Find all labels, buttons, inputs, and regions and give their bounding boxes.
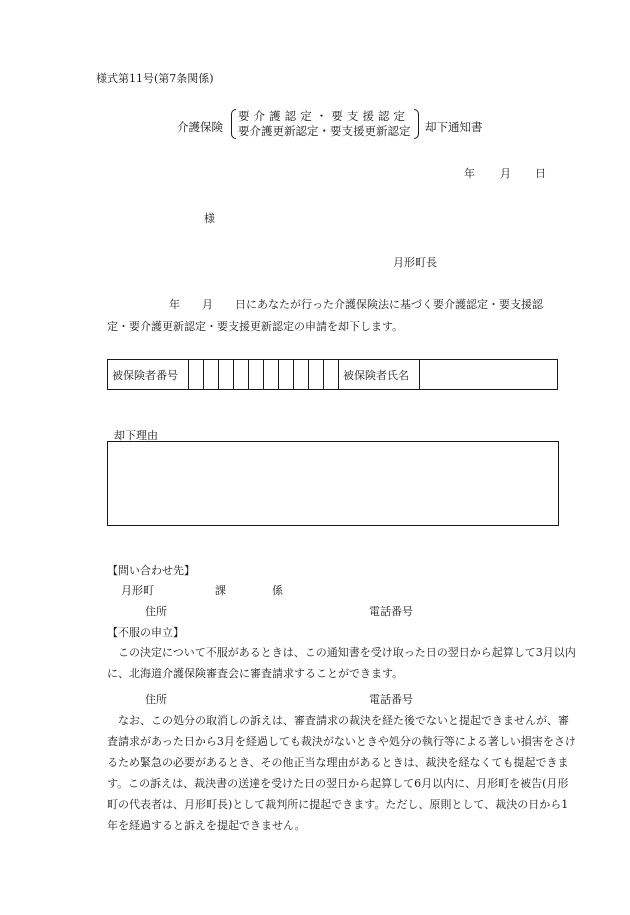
- body-line-2: 定・要介護更新認定・要支援更新認定の申請を却下します。: [107, 320, 404, 333]
- title-option-1: 要 介 護 認 定 ・ 要 支 援 認 定: [238, 109, 406, 123]
- date-day: 日: [535, 167, 546, 180]
- digit-box: [189, 360, 204, 390]
- objection-phone-label: 電話番号: [369, 693, 413, 706]
- insured-table: [107, 359, 558, 390]
- digit-box: [219, 360, 234, 390]
- addressee-suffix: 様: [204, 212, 215, 225]
- digit-box: [309, 360, 324, 390]
- title-suffix: 却下通知書: [425, 120, 483, 134]
- reason-box: [107, 441, 559, 526]
- left-bracket: [231, 109, 236, 139]
- body-line-1: 年 月 日にあなたが行った介護保険法に基づく要介護認定・要支援認: [169, 298, 543, 311]
- title-prefix: 介護保険: [177, 120, 223, 134]
- insured-name-label: 被保険者氏名: [339, 360, 420, 390]
- inquiry-heading: 【問い合わせ先】: [107, 564, 195, 577]
- date-month: 月: [500, 167, 511, 180]
- objection-address-label: 住所: [145, 693, 167, 706]
- date-year: 年: [464, 167, 475, 180]
- digit-box: [234, 360, 249, 390]
- digit-box: [249, 360, 264, 390]
- inquiry-unit: 係: [272, 584, 283, 597]
- inquiry-town: 月形町: [121, 584, 154, 597]
- issuer: 月形町長: [393, 256, 437, 269]
- right-bracket: [414, 109, 419, 139]
- title-option-2: 要介護更新認定・要支援更新認定: [238, 124, 411, 138]
- form-number: 様式第11号(第7条関係): [96, 72, 214, 85]
- insured-name-value: [420, 360, 558, 390]
- objection-text-2: なお、この処分の取消しの訴えは、審査請求の裁決を経た後でないと提起できませんが、審査請求があった日から3月を経過しても裁決がないときや処分の執行等による著しい損害をさけるため緊急の必要があるとき、その他正当な理由があるときは、裁決を経なくても提起できます。この訴えは、裁決書の送達を受けた日の翌日から起算して6月以内に、月形町を被告(月形町の代表者は、月形町長)として裁判所に提起できます。ただし、原則として、裁決の日から1年を経過すると訴えを提起できません。: [107, 714, 576, 832]
- inquiry-section: 課: [215, 584, 226, 597]
- insured-number-label: 被保険者番号: [108, 360, 189, 390]
- objection-text-1: この決定について不服があるときは、この通知書を受け取った日の翌日から起算して3月以内に、北海道介護保険審査会に審査請求することができます。: [107, 646, 576, 680]
- objection-heading: 【不服の申立】: [107, 626, 184, 639]
- inquiry-address-label: 住所: [145, 605, 167, 618]
- digit-box: [324, 360, 339, 390]
- digit-box: [294, 360, 309, 390]
- inquiry-phone-label: 電話番号: [369, 605, 413, 618]
- digit-box: [279, 360, 294, 390]
- digit-box: [204, 360, 219, 390]
- reason-label: 却下理由: [114, 429, 158, 442]
- digit-box: [264, 360, 279, 390]
